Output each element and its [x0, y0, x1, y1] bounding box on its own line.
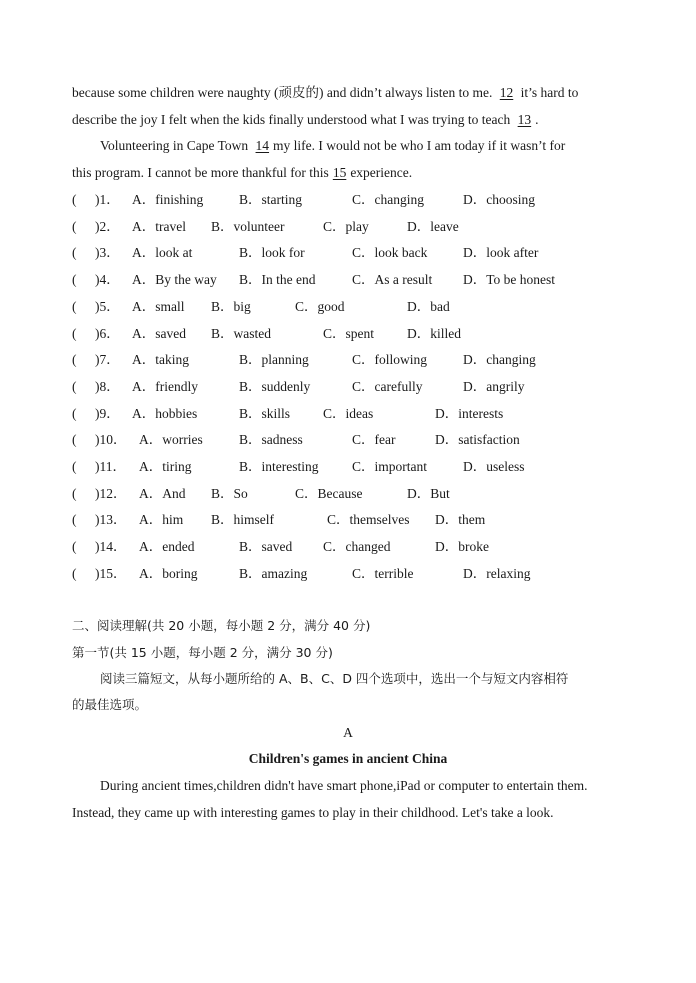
- answer-paren: (: [72, 245, 77, 261]
- passage-text: this program. I cannot be more thankful for this: [72, 165, 329, 180]
- option-a: A．And: [139, 485, 186, 501]
- question-number: )1．: [95, 192, 120, 207]
- passage-text: .: [535, 112, 539, 127]
- passage-text: experience.: [350, 165, 413, 180]
- question-row: [72, 378, 632, 396]
- option-a: A．travel: [132, 218, 186, 234]
- option-a: A．small: [132, 298, 185, 314]
- blank-12: 12: [499, 85, 514, 100]
- option-d: D．killed: [407, 325, 461, 341]
- question-number: )7．: [95, 352, 120, 368]
- option-a: A．him: [139, 512, 184, 528]
- option-b: B．So: [211, 485, 248, 501]
- option-b: B．In the end: [239, 272, 316, 288]
- option-c: C．play: [323, 218, 369, 234]
- option-a: A．hobbies: [132, 405, 198, 421]
- answer-paren: (: [72, 485, 77, 501]
- option-b: B．suddenly: [239, 378, 311, 394]
- option-c: C．ideas: [323, 405, 374, 421]
- option-c: C．look back: [352, 245, 428, 261]
- option-d: D．them: [435, 512, 486, 528]
- option-a: A．saved: [132, 325, 186, 341]
- option-c: C．As a result: [352, 272, 433, 288]
- question-row: [72, 244, 632, 262]
- question-number: )12．: [95, 485, 127, 501]
- option-c: C．following: [352, 352, 428, 368]
- question-number: )5．: [95, 298, 120, 314]
- option-c: C．important: [352, 459, 427, 474]
- answer-paren: (: [72, 459, 77, 474]
- option-c: C．changed: [323, 539, 391, 555]
- question-number: )13．: [95, 512, 127, 528]
- option-d: D．leave: [407, 218, 459, 234]
- option-a: A．worries: [139, 432, 203, 448]
- question-row: [72, 405, 632, 423]
- option-a: A．taking: [132, 352, 189, 368]
- answer-paren: (: [72, 432, 77, 448]
- question-row: [72, 191, 632, 209]
- option-c: C．fear: [352, 432, 396, 448]
- question-number: )3．: [95, 245, 120, 261]
- passage-line-3: [100, 137, 565, 155]
- option-c: C．carefully: [352, 378, 423, 394]
- option-d: D．useless: [463, 459, 525, 474]
- option-d: D．look after: [463, 245, 539, 261]
- question-number: )2．: [95, 218, 120, 234]
- option-b: B．planning: [239, 352, 309, 368]
- answer-paren: (: [72, 325, 77, 341]
- option-d: D．relaxing: [463, 565, 531, 581]
- passage-title: Children's games in ancient China: [248, 751, 448, 766]
- question-number: )14．: [95, 539, 127, 555]
- question-number: )10．: [95, 432, 127, 448]
- question-row: [72, 298, 632, 316]
- option-c: C．changing: [352, 192, 424, 207]
- option-d: D．angrily: [463, 378, 525, 394]
- question-number: )6．: [95, 325, 120, 341]
- answer-paren: (: [72, 405, 77, 421]
- option-a: A．boring: [139, 565, 198, 581]
- option-b: B．amazing: [239, 565, 308, 581]
- option-d: D．To be honest: [463, 272, 556, 288]
- option-b: B．interesting: [239, 459, 319, 474]
- option-d: D．changing: [463, 352, 536, 368]
- answer-paren: (: [72, 539, 77, 555]
- question-row: [72, 485, 632, 503]
- blank-13: 13: [517, 112, 532, 127]
- instruction-line-2: 的最佳选项。: [72, 697, 148, 712]
- answer-paren: (: [72, 378, 77, 394]
- option-b: B．starting: [239, 192, 302, 207]
- option-c: C．good: [295, 298, 345, 314]
- option-d: D．But: [407, 485, 450, 501]
- option-d: D．choosing: [463, 192, 535, 207]
- question-number: )15．: [95, 565, 127, 581]
- section-subheading: 第一节(共 15 小题，每小题 2 分，满分 30 分): [72, 645, 333, 660]
- option-b: B．sadness: [239, 432, 303, 448]
- passage-text: because some children were naughty (顽皮的) and didn’t always listen to me.: [72, 85, 493, 100]
- option-d: D．interests: [435, 405, 504, 421]
- question-row: [72, 431, 632, 449]
- option-b: B．himself: [211, 512, 274, 528]
- reading-paragraph-line-2: Instead, they came up with interesting games to play in their childhood. Let's take a look.: [72, 805, 554, 820]
- option-b: B．skills: [239, 405, 291, 421]
- answer-paren: (: [72, 272, 77, 288]
- passage-line-4: [72, 164, 412, 182]
- option-a: A．tiring: [139, 459, 192, 474]
- option-a: A．ended: [139, 539, 195, 555]
- section-heading: 二、阅读理解(共 20 小题，每小题 2 分，满分 40 分): [72, 618, 371, 633]
- option-b: B．volunteer: [211, 218, 285, 234]
- question-row: [72, 351, 632, 369]
- option-a: A．friendly: [132, 378, 198, 394]
- blank-15: 15: [332, 165, 347, 180]
- option-b: B．saved: [239, 539, 293, 555]
- answer-paren: (: [72, 192, 77, 207]
- option-c: C．themselves: [327, 512, 410, 528]
- answer-paren: (: [72, 512, 77, 528]
- passage-text: my life. I would not be who I am today if it wasn’t for: [273, 138, 566, 153]
- instruction-line-1: 阅读三篇短文，从每小题所给的 A、B、C、D 四个选项中，选出一个与短文内容相符: [100, 671, 569, 686]
- option-d: D．broke: [435, 539, 489, 555]
- question-number: )9．: [95, 405, 120, 421]
- question-row: [72, 511, 632, 529]
- passage-line-1: [72, 84, 578, 102]
- question-number: )11．: [95, 459, 126, 474]
- option-b: B．look for: [239, 245, 305, 261]
- answer-paren: (: [72, 352, 77, 368]
- passage-text: it’s hard to: [520, 85, 579, 100]
- option-c: C．Because: [295, 485, 363, 501]
- passage-letter: A: [343, 725, 353, 740]
- option-d: D．bad: [407, 298, 450, 314]
- blank-14: 14: [255, 138, 270, 153]
- option-b: B．big: [211, 298, 251, 314]
- answer-paren: (: [72, 298, 77, 314]
- question-row: [72, 218, 632, 236]
- passage-line-2: [72, 111, 539, 129]
- reading-paragraph-line-1: During ancient times,children didn't have smart phone,iPad or computer to entertain them.: [100, 778, 588, 793]
- option-a: A．By the way: [132, 272, 217, 288]
- passage-text: describe the joy I felt when the kids finally understood what I was trying to teach: [72, 112, 511, 127]
- option-b: B．wasted: [211, 325, 271, 341]
- answer-paren: (: [72, 565, 77, 581]
- question-row: [72, 325, 632, 343]
- option-c: C．spent: [323, 325, 375, 341]
- answer-paren: (: [72, 218, 77, 234]
- option-a: A．finishing: [132, 192, 204, 207]
- question-row: [72, 565, 632, 583]
- question-row: [72, 271, 632, 289]
- question-number: )8．: [95, 378, 120, 394]
- question-row: [72, 538, 632, 556]
- option-a: A．look at: [132, 245, 193, 261]
- question-row: [72, 458, 632, 476]
- option-d: D．satisfaction: [435, 432, 520, 448]
- passage-text: Volunteering in Cape Town: [100, 138, 249, 153]
- option-c: C．terrible: [352, 565, 414, 581]
- question-number: )4．: [95, 272, 120, 288]
